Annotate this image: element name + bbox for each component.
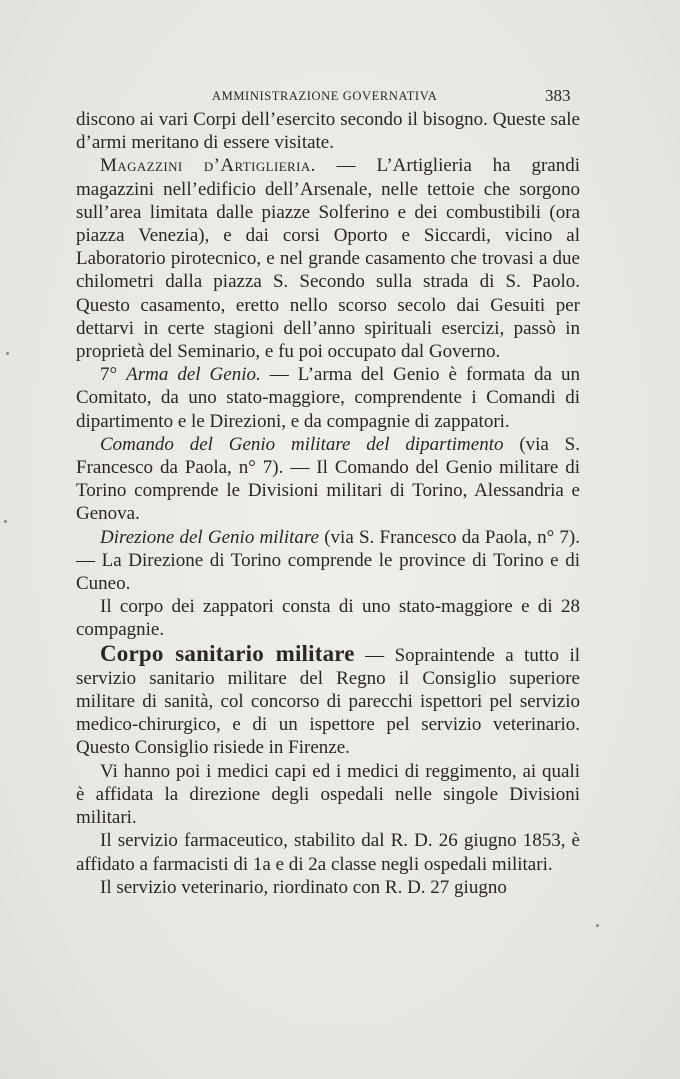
paragraph-text: (via S. Francesco da Paola, n° 7). — Il Comando del Genio militare di Torino comprende le Divisioni militari di Torino, Alessandria e Genova. [76,433,581,525]
paragraph: Il servizio farmaceutico, stabilito dal R. D. 26 giugno 1853, è affidato a farmacisti di 1a e di 2a classe negli ospedali militari. [76,830,580,875]
paragraph: Il servizio veterinario, riordinato con R. D. 27 giugno [100,876,507,898]
section-heading: Magazzini d’Artiglieria. [100,155,316,177]
paragraph [76,642,580,760]
page-header [0,86,680,108]
section-heading: Comando del Genio militare del dipartimento [100,433,504,455]
paragraph [76,154,580,363]
paper-speck [4,520,7,523]
section-heading: Corpo sanitario militare [100,640,355,666]
paragraph: discono ai vari Corpi dell’esercito secondo il bisogno. Queste sale d’armi meritano di essere visitate. [76,109,580,154]
paragraph-text: — L’Artiglieria ha grandi magazzini nell’edificio dell’Arsenale, nelle tettoie che sorgono sull’area limitata dalle piazze Solferino e dei combustibili (ora piazza Venezia), e dai corsi Oporto e Siccardi, vicino al Laboratorio pirotecnico, e nel grande casamento che trovasi a due chilometri dalla piazza S. Secondo sulla strada di S. Paolo. Questo casamento, eretto nello scorso secolo dai Gesuiti per dettarvi in certe stagioni dell’anno spirituali esercizi, passò in proprietà del Seminario, e fu poi occupato dal Governo. [76,155,581,363]
paragraph-text: (via S. Francesco da Paola, n° 7). — La Direzione di Torino comprende le province di Torino e di Cuneo. [76,526,580,595]
page-number: 383 [545,86,571,105]
paragraph-text: — L’arma del Genio è formata da un Comitato, da uno stato-maggiore, comprendente i Comandi di dipartimento e le Direzioni, e da compagnie di zappatori. [76,364,580,432]
section-heading: Direzione del Genio militare [100,526,319,548]
paper-speck [6,352,9,355]
paper-speck [596,924,599,927]
paragraph: Il corpo dei zappatori consta di uno stato-maggiore e di 28 compagnie. [76,596,580,641]
paragraph: Vi hanno poi i medici capi ed i medici di reggimento, ai quali è affidata la direzione degli ospedali nelle singole Divisioni militari. [76,760,580,829]
section-heading: Arma del Genio. [126,364,261,386]
running-head: AMMINISTRAZIONE GOVERNATIVA [212,89,438,103]
paragraph [76,433,580,526]
section-number: 7° [100,364,127,386]
body-text [76,108,580,899]
paragraph [76,363,580,433]
paragraph [76,526,580,596]
paragraph-text: — Sopraintende a tutto il servizio sanitario militare del Regno il Consiglio superiore militare di sanità, col concorso di parecchi ispettori pel servizio medico-chirurgico, e di un ispettore pel servizio veterinario. Questo Consiglio risiede in Firenze. [76,644,580,759]
